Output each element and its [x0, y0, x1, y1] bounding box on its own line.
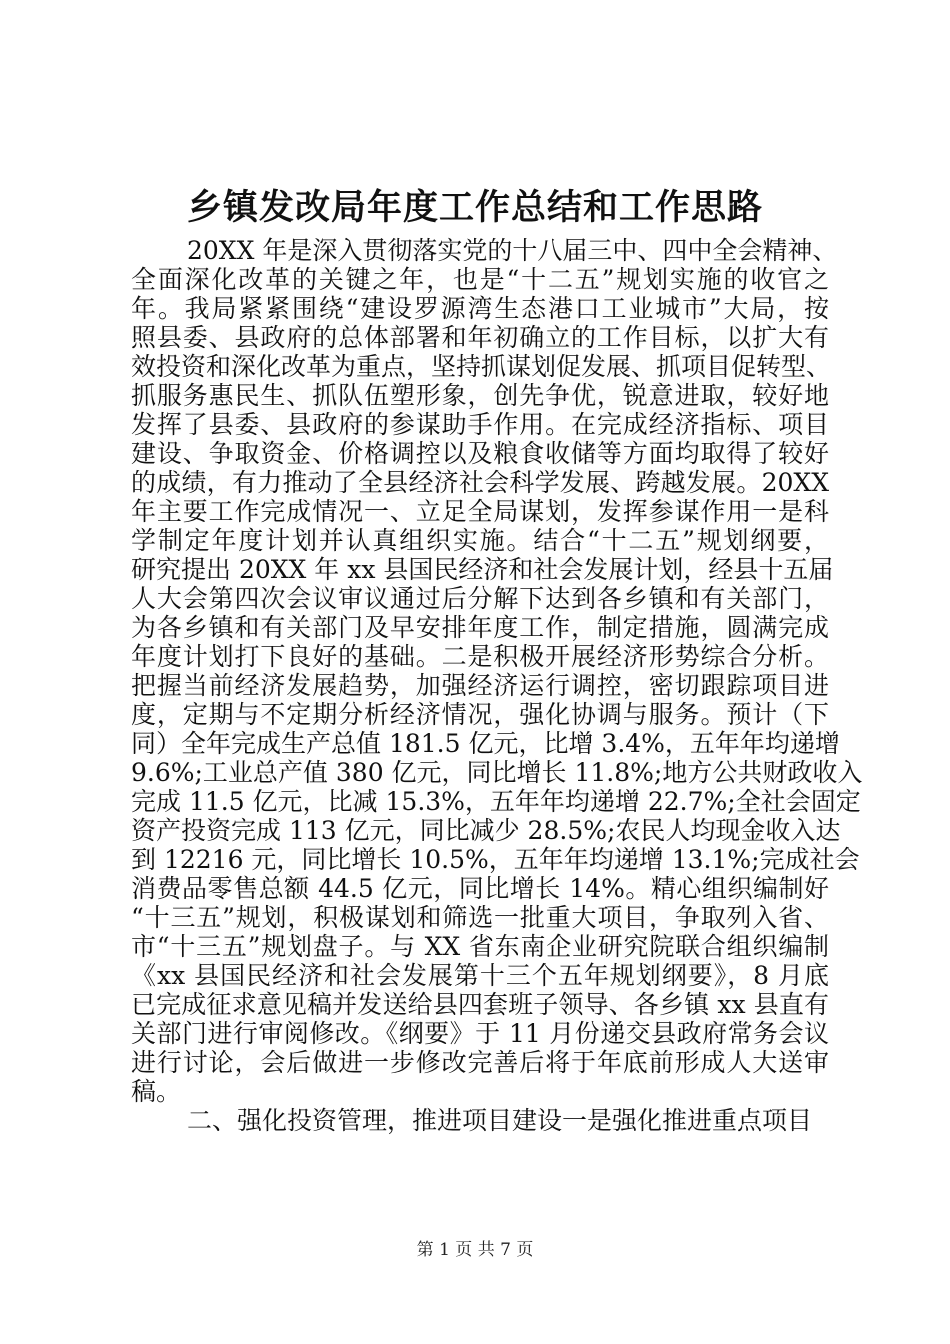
body-line: 年度计划打下良好的基础。二是积极开展经济形势综合分析。 — [131, 642, 829, 671]
body-line: 20XX 年是深入贯彻落实党的十八届三中、四中全会精神、 — [187, 236, 838, 265]
body-line: 研究提出 20XX 年 xx 县国民经济和社会发展计划，经县十五届 — [131, 555, 834, 584]
body-line: 度，定期与不定期分析经济情况，强化协调与服务。预计（下 — [131, 700, 829, 729]
body-line: 二、强化投资管理，推进项目建设一是强化推进重点项目 — [187, 1106, 813, 1135]
body-line: 关部门进行审阅修改。《纲要》于 11 月份递交县政府常务会议 — [131, 1019, 829, 1048]
document-body — [131, 236, 863, 1135]
body-line: 建设、争取资金、价格调控以及粮食收储等方面均取得了较好 — [131, 439, 829, 468]
page-footer: 第 1 页 共 7 页 — [416, 1240, 534, 1260]
body-line: 市“十三五”规划盘子。与 XX 省东南企业研究院联合组织编制 — [131, 932, 829, 961]
body-line: 效投资和深化改革为重点，坚持抓谋划促发展、抓项目促转型、 — [131, 352, 832, 381]
body-line: 把握当前经济发展趋势，加强经济运行调控，密切跟踪项目进 — [131, 671, 829, 700]
body-line: 照县委、县政府的总体部署和年初确立的工作目标，以扩大有 — [131, 323, 829, 352]
body-line: 年。我局紧紧围绕“建设罗源湾生态港口工业城市”大局，按 — [131, 294, 829, 323]
body-line: 抓服务惠民生、抓队伍塑形象，创先争优，锐意进取，较好地 — [131, 381, 829, 410]
body-line: 全面深化改革的关键之年，也是“十二五”规划实施的收官之 — [131, 265, 829, 294]
body-line: 完成 11.5 亿元，比减 15.3%，五年年均递增 22.7%;全社会固定 — [131, 787, 861, 816]
body-line: 发挥了县委、县政府的参谋助手作用。在完成经济指标、项目 — [131, 410, 829, 439]
body-line: 进行讨论，会后做进一步修改完善后将于年底前形成人大送审 — [131, 1048, 829, 1077]
body-line: “十三五”规划，积极谋划和筛选一批重大项目，争取列入省、 — [131, 903, 829, 932]
body-line: 消费品零售总额 44.5 亿元，同比增长 14%。精心组织编制好 — [131, 874, 829, 903]
body-line: 年主要工作完成情况一、立足全局谋划，发挥参谋作用一是科 — [131, 497, 829, 526]
body-line: 的成绩，有力推动了全县经济社会科学发展、跨越发展。20XX — [131, 468, 829, 497]
body-line: 人大会第四次会议审议通过后分解下达到各乡镇和有关部门， — [131, 584, 829, 613]
document-title: 乡镇发改局年度工作总结和工作思路 — [186, 187, 763, 228]
body-line: 已完成征求意见稿并发送给县四套班子领导、各乡镇 xx 县直有 — [131, 990, 829, 1019]
body-line: 9.6%;工业总产值 380 亿元，同比增长 11.8%;地方公共财政收入 — [131, 758, 863, 787]
body-line: 同）全年完成生产总值 181.5 亿元，比增 3.4%，五年年均递增 — [131, 729, 840, 758]
body-line: 资产投资完成 113 亿元，同比减少 28.5%;农民人均现金收入达 — [131, 816, 841, 845]
body-line: 为各乡镇和有关部门及早安排年度工作，制定措施，圆满完成 — [131, 613, 829, 642]
body-line: 稿。 — [131, 1077, 182, 1106]
body-line: 学制定年度计划并认真组织实施。结合“十二五”规划纲要， — [131, 526, 829, 555]
body-line: 《xx 县国民经济和社会发展第十三个五年规划纲要》，8 月底 — [131, 961, 829, 990]
body-line: 到 12216 元，同比增长 10.5%，五年年均递增 13.1%;完成社会 — [131, 845, 860, 874]
